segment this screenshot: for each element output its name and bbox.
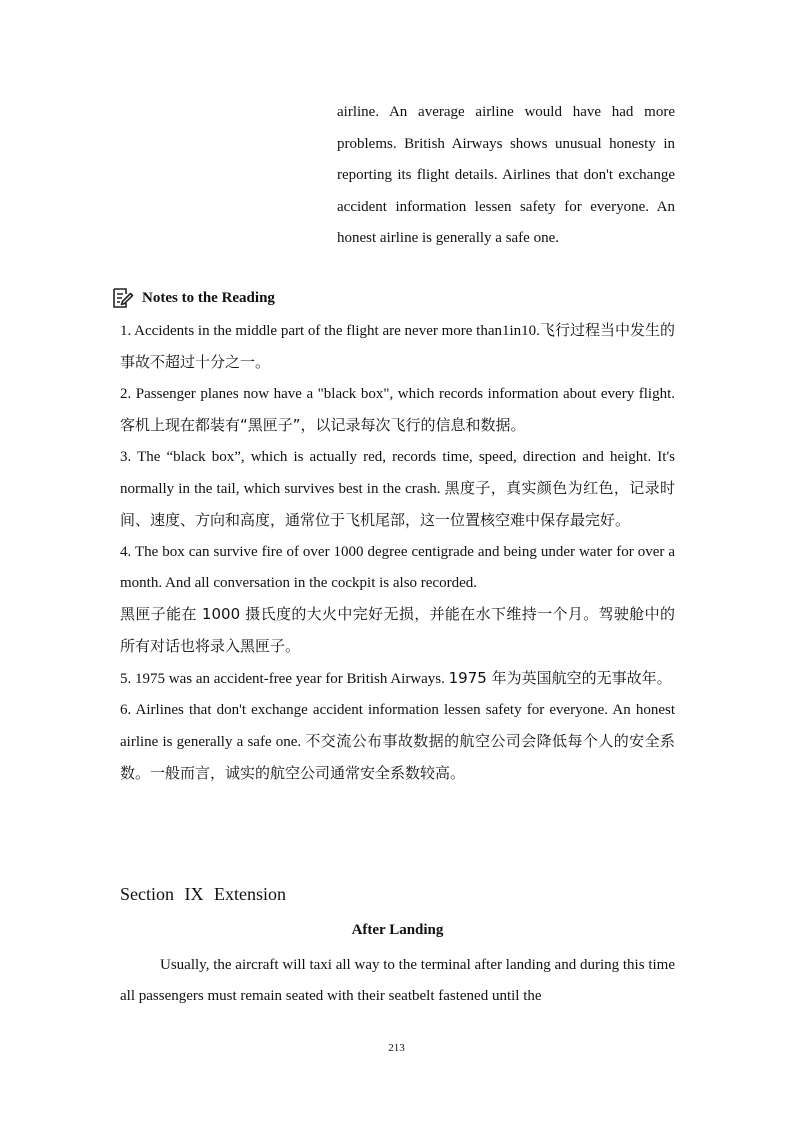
- notes-heading-row: [110, 286, 275, 310]
- note-item: [120, 663, 675, 695]
- note-en: 3. The “black box”, which is actually red, records time, speed, direction and height. It's normally in the tail, which survives best in the crash.: [120, 449, 675, 497]
- note-cn: 不交流公布事故数据的航空公司会降低每个人的安全系数。一般而言，诚实的航空公司通常安全系数较高。: [120, 732, 675, 782]
- note-cn: 1975 年为英国航空的无事故年。: [448, 669, 672, 687]
- note-cn: 客机上现在都装有“黑匣子”，以记录每次飞行的信息和数据。: [120, 416, 526, 434]
- note-cn: 飞行过程当中发生的事故不超过十分之一。: [120, 321, 675, 371]
- note-item: [120, 315, 675, 379]
- note-cn: 黑度子，真实颜色为红色，记录时间、速度、方向和高度，通常位于飞机尾部，这一位置核空难中保存最完好。: [120, 479, 675, 529]
- edit-note-icon: [110, 286, 134, 310]
- note-item: [120, 379, 675, 442]
- notes-list: [120, 315, 675, 790]
- note-en: 1. Accidents in the middle part of the flight are never more than1in10.: [120, 323, 540, 339]
- note-en: 6. Airlines that don't exchange accident information lessen safety for everyone. An honest airline is generally a safe one.: [120, 702, 675, 750]
- note-item: [120, 695, 675, 790]
- note-en: 4. The box can survive fire of over 1000 degree centigrade and being under water for over a month. And all conversation in the cockpit is also recorded.: [120, 544, 675, 591]
- section-title: Section IX Extension: [120, 884, 286, 904]
- note-item: [120, 537, 675, 599]
- page-number: 213: [388, 1042, 405, 1054]
- note-item: [120, 442, 675, 537]
- note-item-cn: [120, 599, 675, 663]
- section-subtitle: After Landing: [351, 922, 444, 938]
- note-en: 2. Passenger planes now have a "black box", which records information about every flight.: [120, 386, 675, 402]
- note-en: 5. 1975 was an accident-free year for British Airways.: [120, 671, 449, 687]
- note-cn: 黑匣子能在 1000 摄氏度的大火中完好无损，并能在水下维持一个月。驾驶舱中的所有对话也将录入黑匣子。: [120, 605, 675, 655]
- top-paragraph: airline. An average airline would have had more problems. British Airways shows unusual honesty in reporting its flight details. Airlines that don't exchange accident information lessen safety for everyone. An honest airline is generally a safe one.: [337, 104, 675, 246]
- notes-heading: Notes to the Reading: [142, 289, 275, 306]
- section-paragraph: Usually, the aircraft will taxi all way to the terminal after landing and during this time all passengers must remain seated with their seatbelt fastened until the: [120, 957, 675, 1004]
